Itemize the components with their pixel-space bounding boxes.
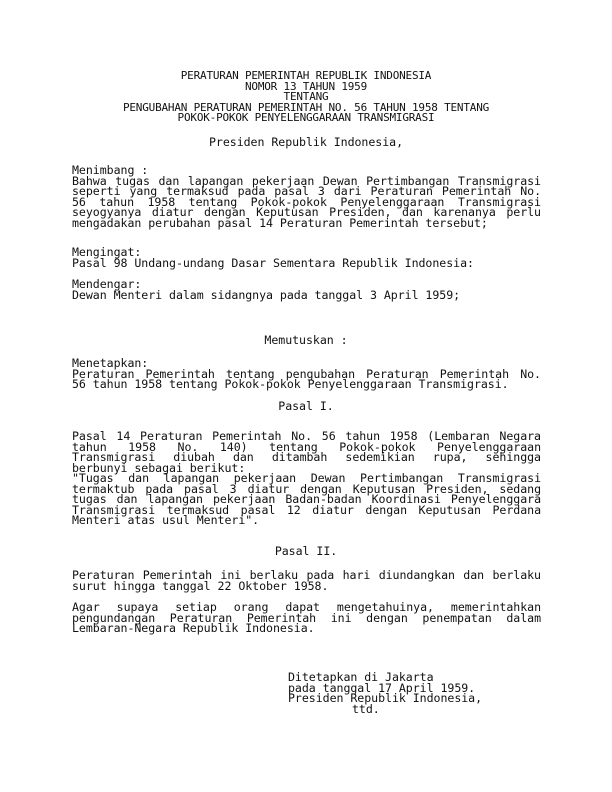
signature-date: pada tanggal 17 April 1959. xyxy=(288,680,476,695)
menetapkan-label: Menetapkan: xyxy=(72,356,149,370)
memutuskan-heading: Memutuskan : xyxy=(264,333,348,347)
pasal-1-line-3: Transmigrasi diubah dan ditambah sedemikian rupa, sehingga xyxy=(72,450,541,464)
signature-place: Ditetapkan di Jakarta xyxy=(288,670,434,684)
menimbang-line-5: mengadakan perubahan pasal 14 Peraturan Pemerintah tersebut; xyxy=(72,215,488,230)
pasal-2-heading: Pasal II. xyxy=(274,544,338,558)
pasal-1-heading: Pasal I. xyxy=(278,399,334,413)
signature-ttd: ttd. xyxy=(352,701,380,716)
pasal-1-line-8: Transmigrasi termaksud pasal 12 diatur dengan Keputusan Perdana xyxy=(72,502,541,517)
menimbang-line-3: 56 tahun 1958 tentang Pokok-pokok Penyelenggaraan Transmigrasi xyxy=(72,194,541,209)
mendengar-line-1: Dewan Menteri dalam sidangnya pada tanggal 3 April 1959; xyxy=(72,287,461,302)
pasal-2-para1-line-2: surut hingga tanggal 22 Oktober 1958. xyxy=(72,578,329,593)
pasal-2-para2-line-3: Lembaran-Negara Republik Indonesia. xyxy=(72,621,315,635)
pasal-1-line-4: berbunyi sebagai berikut: xyxy=(72,460,246,475)
pasal-2-para2-line-1: Agar supaya setiap orang dapat mengetahuinya, memerintahkan xyxy=(72,600,541,614)
title-line-4: PENGUBAHAN PERATURAN PEMERINTAH NO. 56 TAHUN 1958 TENTANG xyxy=(122,100,490,114)
menetapkan-line-2: 56 tahun 1958 tentang Pokok-pokok Penyelenggaraan Transmigrasi. xyxy=(72,377,509,391)
pasal-1-line-7: tugas dan lapangan pekerjaan Badan-badan Koordinasi Penyelenggara xyxy=(72,492,541,506)
title-line-1: PERATURAN PEMERINTAH REPUBLIK INDONESIA xyxy=(180,69,432,82)
mengingat-label: Mengingat: xyxy=(72,245,142,259)
issuer-line: Presiden Republik Indonesia, xyxy=(208,135,404,149)
pasal-2-para2-line-2: pengundangan Peraturan Pemerintah ini dengan penempatan dalam xyxy=(72,610,541,625)
mengingat-line-1: Pasal 98 Undang-undang Dasar Sementara Republik Indonesia: xyxy=(72,255,474,270)
menetapkan-line-1: Peraturan Pemerintah tentang pengubahan Peraturan Pemerintah No. xyxy=(72,366,541,381)
pasal-1-line-5: "Tugas dan lapangan pekerjaan Dewan Pertimbangan Transmigrasi xyxy=(72,471,541,485)
signature-title: Presiden Republik Indonesia, xyxy=(288,691,483,705)
menimbang-label: Menimbang : xyxy=(72,163,149,177)
menimbang-line-4: seyogyanya diatur dengan Keputusan Presiden, dan karenanya perlu xyxy=(72,205,541,219)
mendengar-label: Mendengar: xyxy=(72,277,142,291)
title-line-5: POKOK-POKOK PENYELENGGARAAN TRANSMIGRASI xyxy=(177,111,435,124)
pasal-1-line-9: Menteri atas usul Menteri". xyxy=(72,513,260,527)
menimbang-line-1: Bahwa tugas dan lapangan pekerjaan Dewan Pertimbangan Transmigrasi xyxy=(72,173,541,188)
menimbang-line-2: seperti yang termaksud pada pasal 3 dari Peraturan Pemerintah No. xyxy=(72,184,541,198)
title-line-2: NOMOR 13 TAHUN 1959 xyxy=(244,79,368,93)
pasal-2-para1-line-1: Peraturan Pemerintah ini berlaku pada hari diundangkan dan berlaku xyxy=(72,568,541,582)
pasal-1-line-1: Pasal 14 Peraturan Pemerintah No. 56 tahun 1958 (Lembaran Negara xyxy=(72,429,541,443)
pasal-1-line-2: tahun 1958 No. 140) tentang Pokok-pokok Penyelenggaraan xyxy=(72,439,541,454)
pasal-1-line-6: termaktub pada pasal 3 diatur dengan Keputusan Presiden, sedang xyxy=(72,481,541,496)
title-line-3: TENTANG xyxy=(283,90,329,103)
